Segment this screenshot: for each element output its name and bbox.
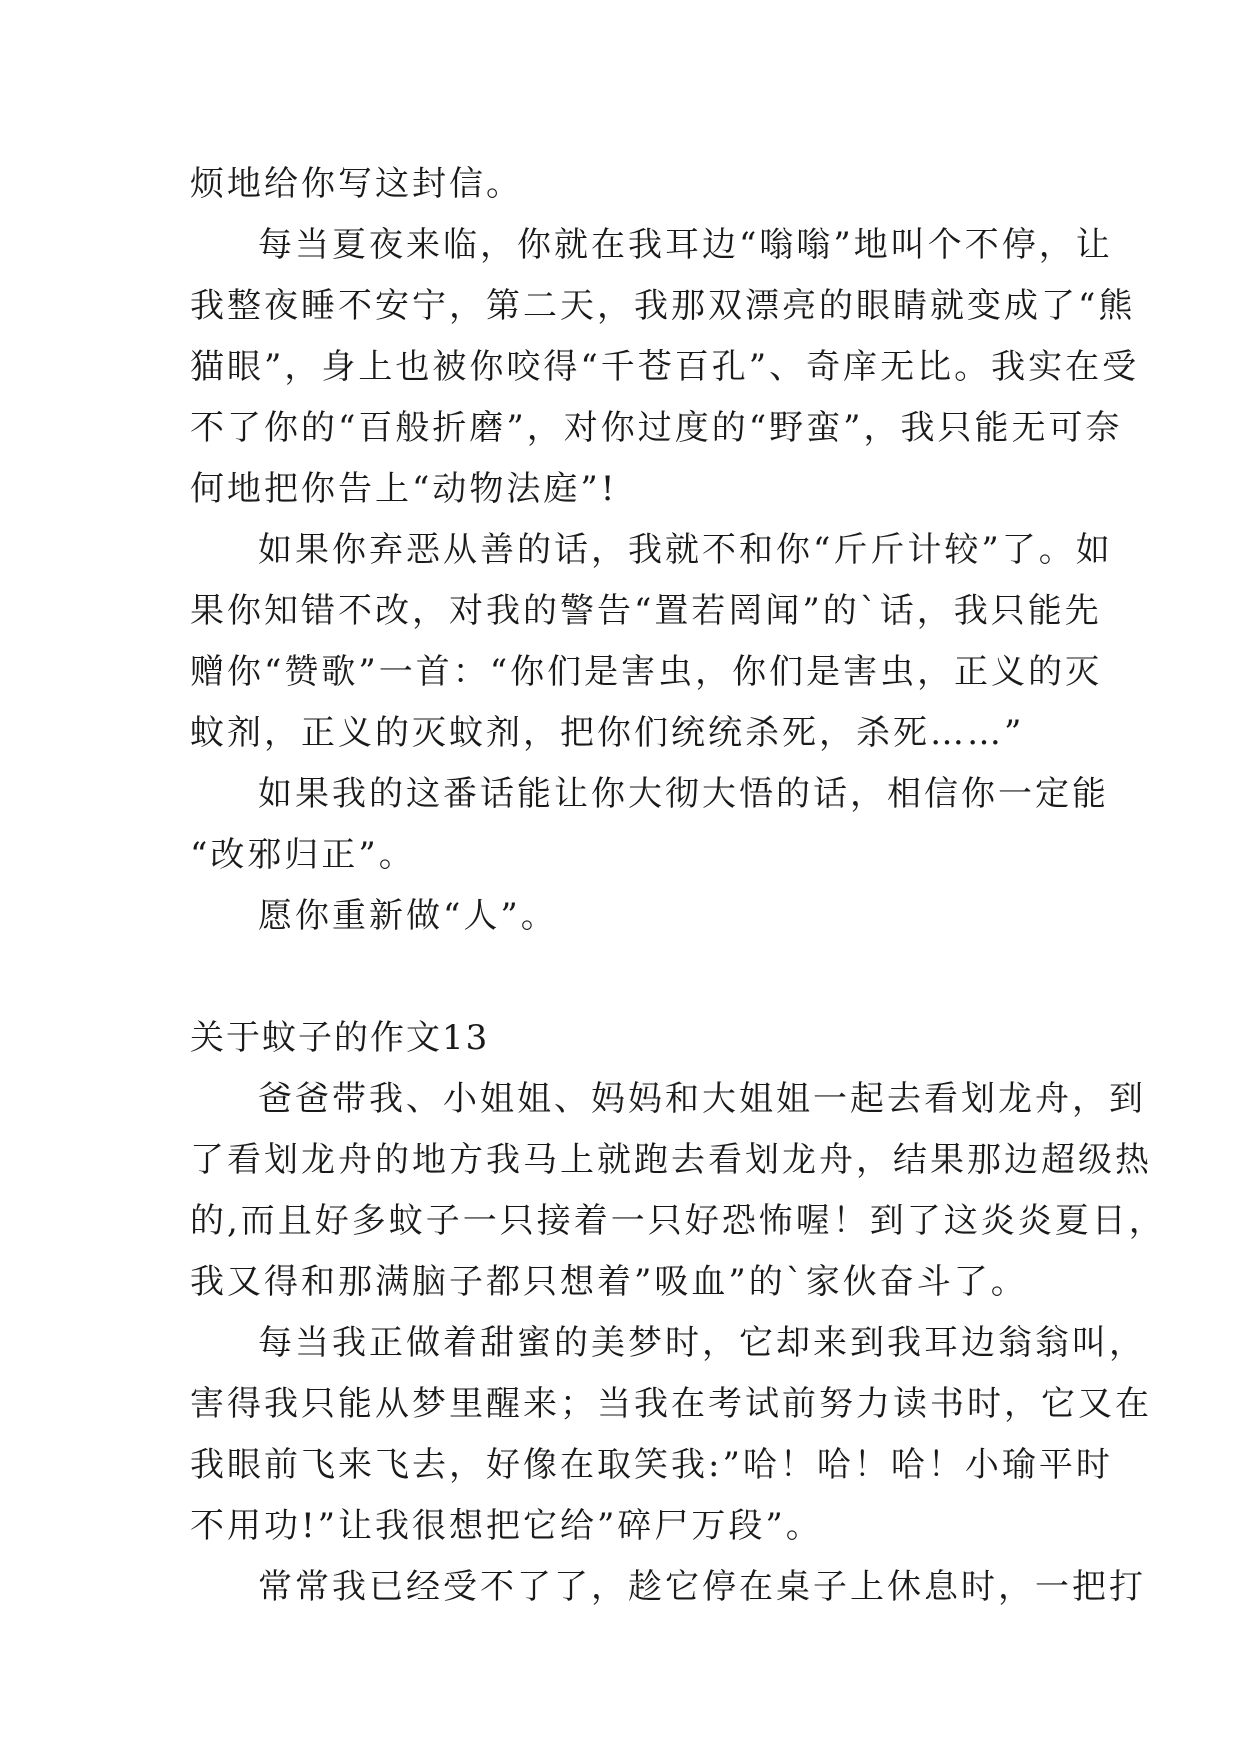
text-line: 每当夏夜来临，你就在我耳边“嗡嗡”地叫个不停，让 <box>258 225 1113 265</box>
paragraph-8 <box>190 1557 1146 1618</box>
text-line: 果你知错不改，对我的警告“置若罔闻”的`话，我只能先 <box>190 591 1102 631</box>
text-line: 赠你“赞歌”一首：“你们是害虫，你们是害虫，正义的灭 <box>190 652 1103 692</box>
section-letter <box>190 154 1140 947</box>
document-body <box>190 154 1166 1618</box>
text-line: 蚊剂，正义的灭蚊剂，把你们统统杀死，杀死……” <box>190 713 1025 753</box>
text-line: 愿你重新做“人”。 <box>258 896 558 936</box>
text-line: 不用功!”让我很想把它给”碎尸万段”。 <box>190 1506 823 1546</box>
text-line: “改邪归正”。 <box>190 835 416 875</box>
text-line: 不了你的“百般折磨”，对你过度的“野蛮”，我只能无可奈 <box>190 408 1123 448</box>
text-line: 爸爸带我、小姐姐、妈妈和大姐姐一起去看划龙舟，到 <box>258 1079 1146 1119</box>
text-line: 了看划龙舟的地方我马上就跑去看划龙舟，结果那边超级热 <box>190 1140 1152 1180</box>
paragraph-5 <box>190 886 1052 947</box>
paragraph-6 <box>190 1069 1166 1313</box>
text-line: 我眼前飞来飞去，好像在取笑我:”哈！哈！哈！小瑜平时 <box>190 1445 1113 1485</box>
text-line: 害得我只能从梦里醒来；当我在考试前努力读书时，它又在 <box>190 1384 1152 1424</box>
text-line: 如果我的这番话能让你大彻大悟的话，相信你一定能 <box>258 774 1109 814</box>
text-line: 每当我正做着甜蜜的美梦时，它却来到我耳边翁翁叫， <box>258 1323 1146 1363</box>
paragraph-3 <box>190 520 1113 764</box>
text-line: 如果你弃恶从善的话，我就不和你“斤斤计较”了。如 <box>258 530 1113 570</box>
text-line: 我整夜睡不安宁，第二天，我那双漂亮的眼睛就变成了“熊 <box>190 286 1136 326</box>
text-line: 烦地给你写这封信。 <box>190 164 523 204</box>
essay-title: 关于蚊子的作文13 <box>190 1018 490 1058</box>
paragraph-4 <box>190 764 1109 886</box>
text-line: 我又得和那满脑子都只想着”吸血”的`家伙奋斗了。 <box>190 1262 1028 1302</box>
paragraph-2 <box>190 215 1140 520</box>
paragraph-7 <box>190 1313 1152 1557</box>
paragraph-1 <box>190 154 1052 215</box>
text-line: 常常我已经受不了了，趁它停在桌子上休息时，一把打 <box>258 1567 1146 1607</box>
section-essay-13 <box>190 1008 1166 1618</box>
text-line: 何地把你告上“动物法庭”! <box>190 469 618 509</box>
text-line: 猫眼”，身上也被你咬得“千苍百孔”、奇庠无比。我实在受 <box>190 347 1140 387</box>
text-line: 的,而且好多蚊子一只接着一只好恐怖喔！到了这炎炎夏日， <box>190 1201 1166 1241</box>
